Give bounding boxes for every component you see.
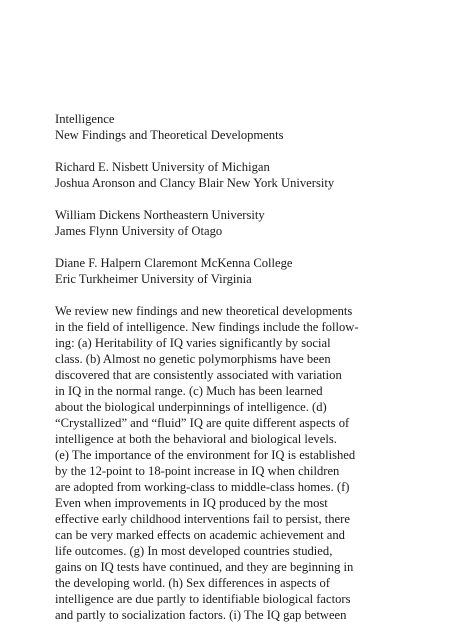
document-body xyxy=(55,111,445,623)
abstract-line: can be very marked effects on academic achievement and xyxy=(55,528,345,542)
spacer xyxy=(55,143,445,159)
document-subtitle: New Findings and Theoretical Developments xyxy=(55,128,284,142)
abstract-line: discovered that are consistently associated with variation xyxy=(55,368,342,382)
abstract-line: the developing world. (h) Sex differences in aspects of xyxy=(55,576,330,590)
abstract-line: in the field of intelligence. New findings include the follow- xyxy=(55,320,359,334)
abstract-line: gains on IQ tests have continued, and they are beginning in xyxy=(55,560,354,574)
author-line: Richard E. Nisbett University of Michigan xyxy=(55,160,270,174)
abstract-line: intelligence at both the behavioral and biological levels. xyxy=(55,432,337,446)
spacer xyxy=(55,191,445,207)
author-line: James Flynn University of Otago xyxy=(55,224,223,238)
spacer xyxy=(55,239,445,255)
abstract-line: and partly to socialization factors. (i) The IQ gap between xyxy=(55,608,347,622)
abstract-line: intelligence are due partly to identifiable biological factors xyxy=(55,592,351,606)
author-line: Eric Turkheimer University of Virginia xyxy=(55,272,252,286)
document-title: Intelligence xyxy=(55,112,115,126)
abstract-line: are adopted from working-class to middle-class homes. (f) xyxy=(55,480,350,494)
abstract-line: in IQ in the normal range. (c) Much has been learned xyxy=(55,384,323,398)
abstract-line: class. (b) Almost no genetic polymorphisms have been xyxy=(55,352,331,366)
author-line: Joshua Aronson and Clancy Blair New York University xyxy=(55,176,335,190)
abstract-paragraph xyxy=(55,303,445,623)
abstract-line: life outcomes. (g) In most developed countries studied, xyxy=(55,544,333,558)
author-line: Diane F. Halpern Claremont McKenna College xyxy=(55,256,293,270)
abstract-line: by the 12-point to 18-point increase in IQ when children xyxy=(55,464,340,478)
abstract-line: “Crystallized” and “fluid” IQ are quite different aspects of xyxy=(55,416,350,430)
abstract-line: Even when improvements in IQ produced by the most xyxy=(55,496,328,510)
abstract-line: effective early childhood interventions fail to persist, there xyxy=(55,512,350,526)
author-line: William Dickens Northeastern University xyxy=(55,208,265,222)
abstract-line: ing: (a) Heritability of IQ varies significantly by social xyxy=(55,336,331,350)
abstract-line: We review new findings and new theoretical developments xyxy=(55,304,353,318)
abstract-line: (e) The importance of the environment for IQ is established xyxy=(55,448,356,462)
abstract-line: about the biological underpinnings of intelligence. (d) xyxy=(55,400,327,414)
spacer xyxy=(55,287,445,303)
